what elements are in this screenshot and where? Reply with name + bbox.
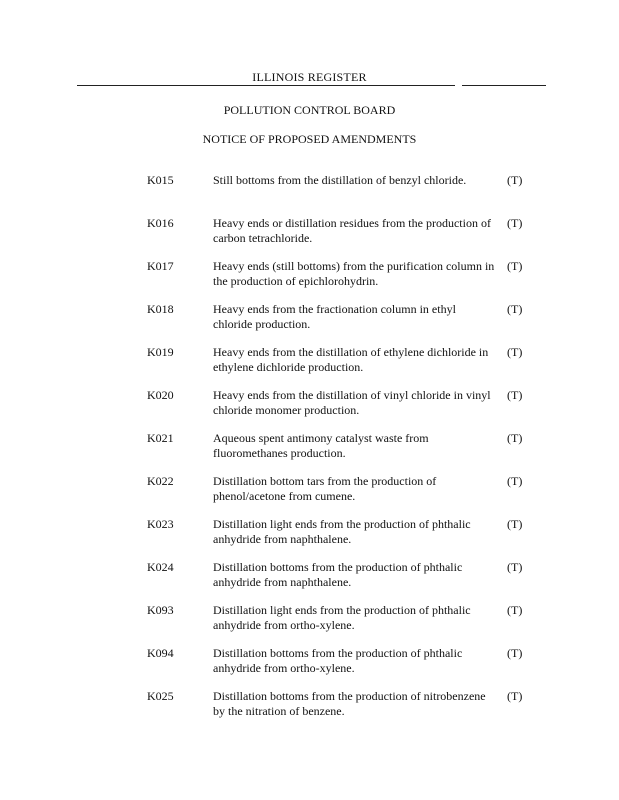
list-item bbox=[0, 689, 619, 732]
waste-description: Still bottoms from the distillation of benzyl chloride. bbox=[213, 173, 467, 187]
header-rule-short bbox=[462, 85, 546, 86]
waste-code: K022 bbox=[147, 474, 174, 488]
list-item bbox=[0, 302, 619, 345]
hazard-code: (T) bbox=[507, 560, 523, 574]
hazard-code: (T) bbox=[507, 689, 523, 703]
waste-description: Heavy ends (still bottoms) from the purification column in the production of epichlorohydrin. bbox=[213, 259, 495, 288]
waste-description: Heavy ends from the distillation of ethylene dichloride in ethylene dichloride production. bbox=[213, 345, 489, 374]
hazard-code: (T) bbox=[507, 431, 523, 445]
list-item bbox=[0, 474, 619, 517]
hazard-code: (T) bbox=[507, 388, 523, 402]
hazard-code: (T) bbox=[507, 474, 523, 488]
hazard-code: (T) bbox=[507, 646, 523, 660]
waste-description: Distillation bottoms from the production of nitrobenzene by the nitration of benzene. bbox=[213, 689, 486, 718]
hazard-code: (T) bbox=[507, 345, 523, 359]
waste-code: K024 bbox=[147, 560, 174, 574]
list-item bbox=[0, 173, 619, 216]
hazard-code: (T) bbox=[507, 517, 523, 531]
waste-code: K017 bbox=[147, 259, 174, 273]
waste-code: K023 bbox=[147, 517, 174, 531]
waste-code: K018 bbox=[147, 302, 174, 316]
list-item bbox=[0, 216, 619, 259]
hazard-code: (T) bbox=[507, 603, 523, 617]
list-item bbox=[0, 646, 619, 689]
waste-code: K015 bbox=[147, 173, 174, 187]
waste-description: Heavy ends from the distillation of vinyl chloride in vinyl chloride monomer production. bbox=[213, 388, 491, 417]
waste-code: K025 bbox=[147, 689, 174, 703]
waste-code: K094 bbox=[147, 646, 174, 660]
header-rule bbox=[77, 85, 455, 86]
waste-description: Heavy ends from the fractionation column in ethyl chloride production. bbox=[213, 302, 456, 331]
list-item bbox=[0, 603, 619, 646]
hazard-code: (T) bbox=[507, 173, 523, 187]
waste-code-list bbox=[0, 173, 619, 732]
list-item bbox=[0, 431, 619, 474]
list-item bbox=[0, 517, 619, 560]
waste-description: Distillation bottoms from the production of phthalic anhydride from ortho-xylene. bbox=[213, 646, 463, 675]
waste-description: Distillation bottom tars from the production of phenol/acetone from cumene. bbox=[213, 474, 437, 503]
register-title: ILLINOIS REGISTER bbox=[252, 70, 367, 84]
waste-code: K020 bbox=[147, 388, 174, 402]
list-item bbox=[0, 259, 619, 302]
hazard-code: (T) bbox=[507, 216, 523, 230]
waste-description: Distillation bottoms from the production of phthalic anhydride from naphthalene. bbox=[213, 560, 463, 589]
list-item bbox=[0, 345, 619, 388]
list-item bbox=[0, 388, 619, 431]
hazard-code: (T) bbox=[507, 259, 523, 273]
list-item bbox=[0, 560, 619, 603]
waste-description: Distillation light ends from the production of phthalic anhydride from ortho-xylene. bbox=[213, 603, 471, 632]
waste-description: Distillation light ends from the production of phthalic anhydride from naphthalene. bbox=[213, 517, 471, 546]
notice-title: NOTICE OF PROPOSED AMENDMENTS bbox=[202, 132, 417, 146]
waste-description: Heavy ends or distillation residues from the production of carbon tetrachloride. bbox=[213, 216, 491, 245]
waste-code: K021 bbox=[147, 431, 174, 445]
board-title: POLLUTION CONTROL BOARD bbox=[223, 103, 396, 117]
waste-code: K016 bbox=[147, 216, 174, 230]
hazard-code: (T) bbox=[507, 302, 523, 316]
waste-code: K019 bbox=[147, 345, 174, 359]
waste-description: Aqueous spent antimony catalyst waste from fluoromethanes production. bbox=[213, 431, 429, 460]
waste-code: K093 bbox=[147, 603, 174, 617]
